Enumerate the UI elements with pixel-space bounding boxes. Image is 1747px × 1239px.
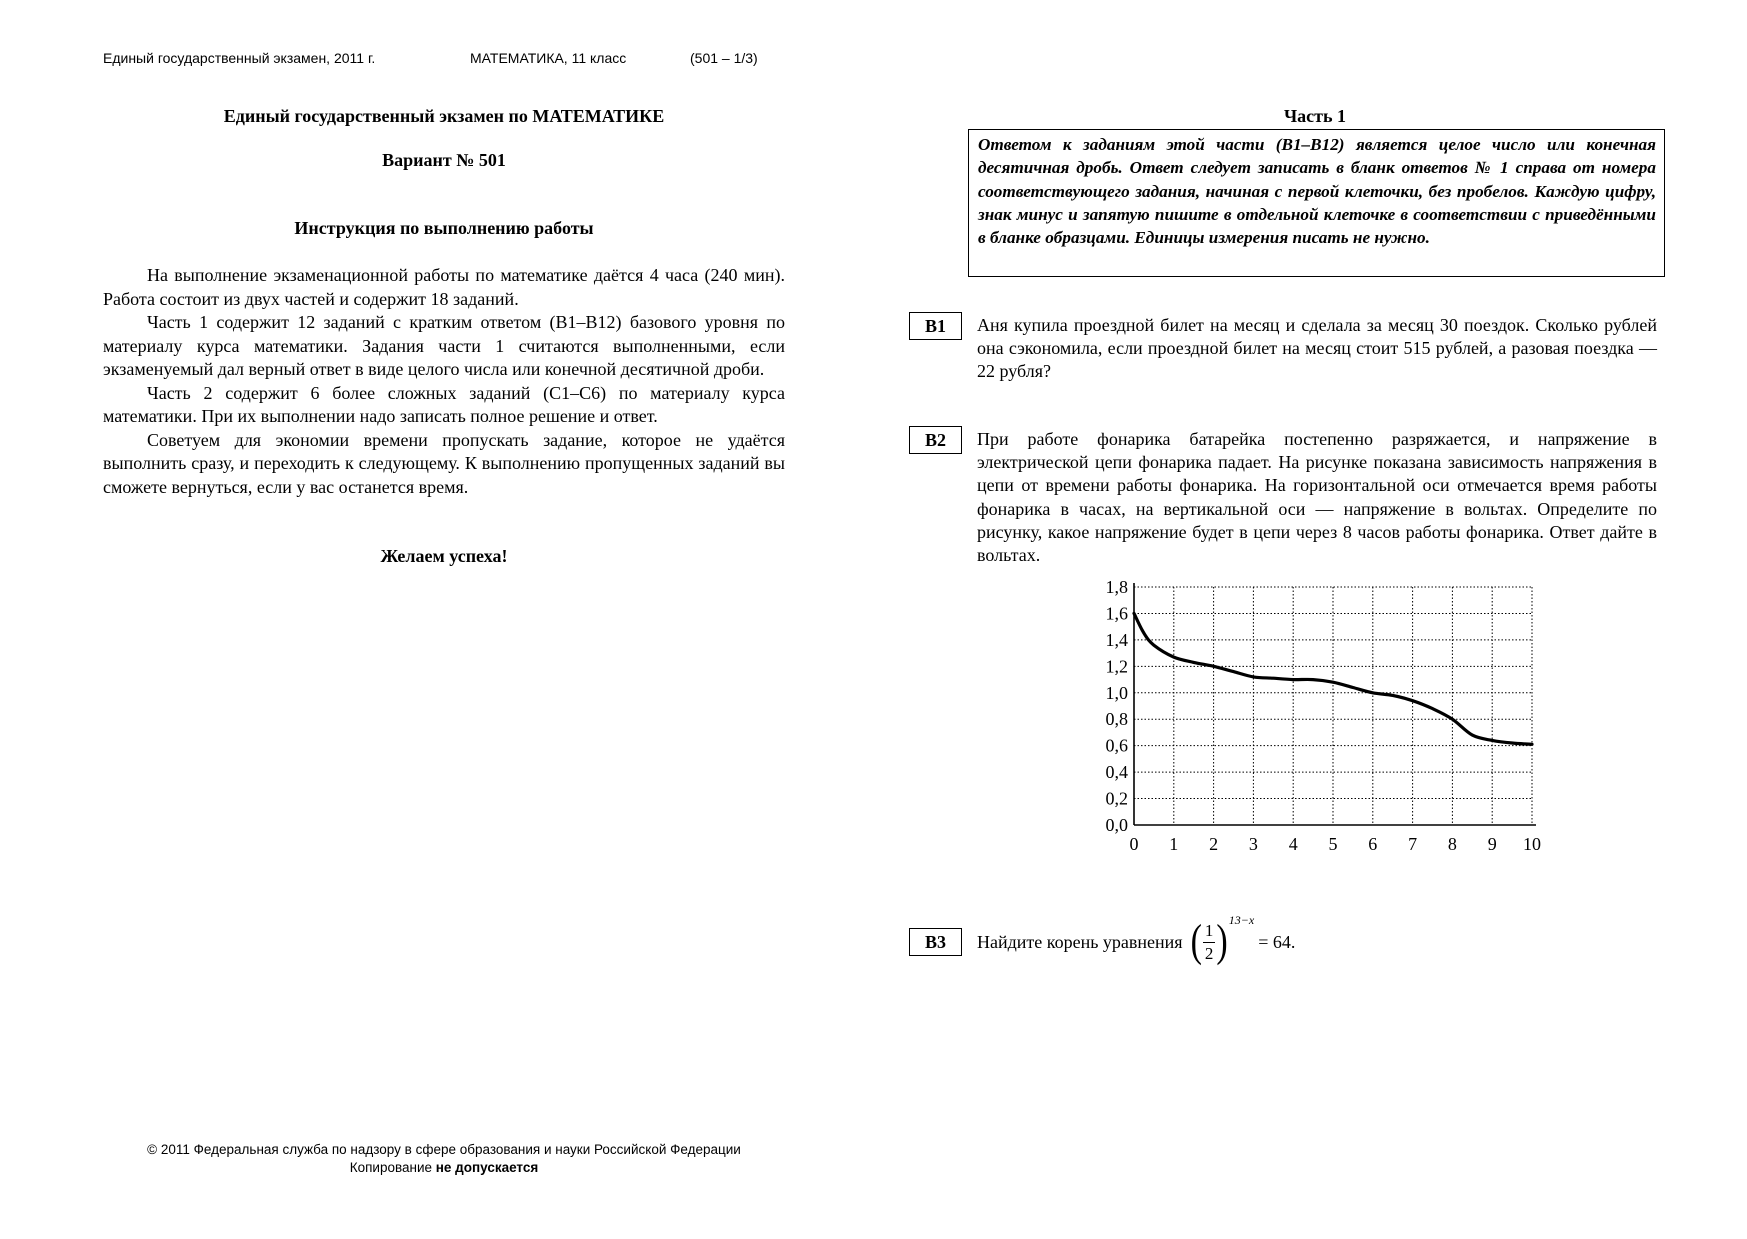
task-label-b2: B2 (909, 426, 962, 454)
copyright-line: © 2011 Федеральная служба по надзору в сфере образования и науки Российской Федерации (147, 1142, 741, 1157)
instructions-paragraph: Советуем для экономии времени пропускать задание, которое не удаётся выполнить сразу, и переходить к следующему. К выполнению пропущенных заданий вы сможете вернуться, если у вас останется время. (103, 429, 785, 497)
x-tick-label: 9 (1487, 834, 1497, 854)
header-subject: МАТЕМАТИКА, 11 класс (470, 50, 627, 66)
task-text-b1: Аня купила проездной билет на месяц и сделала за месяц 30 поездок. Сколько рублей она сэкономила, если проездной билет на месяц стоит 515 рублей, а разовая поездка — 22 рубля? (977, 315, 1657, 382)
y-tick-label: 0,6 (1105, 735, 1128, 756)
left-paren: ( (1190, 916, 1202, 967)
copying-note-bold: не допускается (435, 1160, 539, 1175)
exam-title: Единый государственный экзамен по МАТЕМАТИКЕ (223, 106, 665, 126)
task-label-b1: B1 (909, 312, 962, 340)
part-title: Часть 1 (1283, 106, 1347, 126)
variant-number: Вариант № 501 (382, 150, 506, 170)
voltage-chart (1090, 575, 1550, 860)
x-tick-label: 4 (1288, 834, 1298, 854)
fraction (1203, 920, 1216, 965)
copying-note (103, 1159, 785, 1177)
x-tick-label: 6 (1368, 834, 1378, 854)
x-tick-label: 7 (1408, 834, 1418, 854)
x-tick-label: 0 (1129, 834, 1139, 854)
good-luck-text: Желаем успеха! (380, 546, 508, 566)
header-page-code: (501 – 1/3) (690, 50, 758, 66)
b3-prefix: Найдите корень уравнения (977, 931, 1183, 952)
y-tick-label: 1,2 (1105, 656, 1128, 677)
part-instructions-box: Ответом к заданиям этой части (B1–B12) является целое число или конечная десятичная дробь. Ответ следует записать в бланк ответов № 1 справа от номера соответствующего задания, начиная с первой клеточки, без пробелов. Каждую цифру, знак минус и запятую пишите в отдельной клеточке в соответствии с приведёнными в бланке образцами. Единицы измерения писать не нужно. (968, 129, 1665, 277)
task-label-b3: B3 (909, 928, 962, 956)
y-tick-label: 0,4 (1105, 762, 1128, 783)
copying-note-prefix: Копирование (349, 1160, 436, 1175)
y-tick-label: 0,8 (1105, 709, 1128, 730)
x-tick-label: 3 (1248, 834, 1258, 854)
y-tick-label: 1,4 (1105, 629, 1128, 650)
exponent: 13−x (1228, 912, 1255, 927)
instructions-heading: Инструкция по выполнению работы (294, 218, 594, 238)
fraction-numerator: 1 (1203, 920, 1216, 943)
y-tick-label: 0,2 (1105, 788, 1128, 809)
task-text-b2: При работе фонарика батарейка постепенно разряжается, и напряжение в электрической цепи фонарика падает. На рисунке показана зависимость напряжения в цепи от времени работы фонарика. На горизонтальной оси отмечается время работы фонарика в часах, на вертикальной оси — напряжение в вольтах. Определите по рисунку, какое напряжение будет в цепи через 8 часов работы фонарика. Ответ дайте в вольтах. (977, 429, 1657, 566)
b3-suffix: = 64. (1258, 931, 1296, 952)
header-exam: Единый государственный экзамен, 2011 г. (103, 50, 376, 66)
right-paren: ) (1216, 916, 1228, 967)
x-tick-label: 10 (1523, 834, 1541, 854)
x-tick-label: 8 (1447, 834, 1457, 854)
x-tick-label: 1 (1169, 834, 1179, 854)
task-text-b3 (977, 912, 1295, 972)
y-tick-label: 1,0 (1105, 682, 1128, 703)
y-tick-label: 0,0 (1105, 815, 1128, 835)
instructions-body (103, 264, 785, 499)
instructions-paragraph: На выполнение экзаменационной работы по математике даётся 4 часа (240 мин). Работа состоит из двух частей и содержит 18 заданий. (103, 265, 785, 309)
fraction-denominator: 2 (1204, 943, 1214, 963)
y-tick-label: 1,6 (1105, 603, 1128, 624)
instructions-paragraph: Часть 1 содержит 12 заданий с кратким ответом (B1–B12) базового уровня по материалу курса математики. Задания части 1 считаются выполненными, если экзаменуемый дал верный ответ в виде целого числа или конечной десятичной дроби. (103, 312, 785, 379)
instructions-paragraph: Часть 2 содержит 6 более сложных заданий (C1–C6) по материалу курса математики. При их выполнении надо записать полное решение и ответ. (103, 382, 785, 426)
y-tick-label: 1,8 (1105, 577, 1128, 597)
x-tick-label: 2 (1209, 834, 1219, 854)
x-tick-label: 5 (1328, 834, 1338, 854)
